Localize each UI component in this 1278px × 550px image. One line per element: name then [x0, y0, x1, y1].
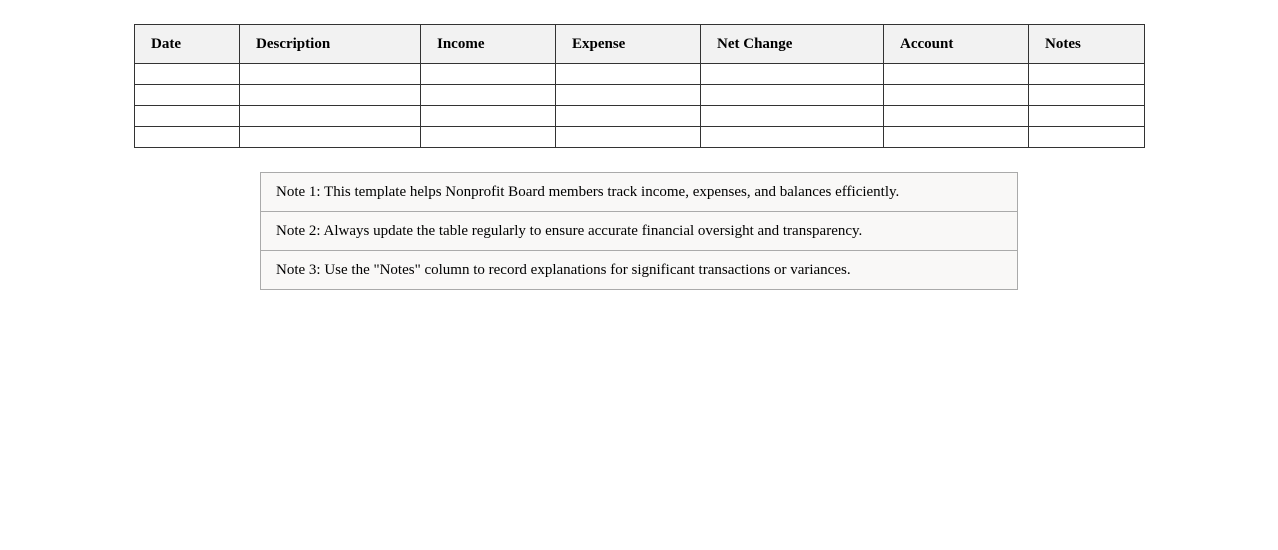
column-header-description: Description: [240, 25, 421, 64]
cell-income[interactable]: [421, 85, 556, 106]
cell-expense[interactable]: [556, 64, 701, 85]
cell-description[interactable]: [240, 85, 421, 106]
note-3: Note 3: Use the "Notes" column to record explanations for significant transactions or variances.: [261, 250, 1017, 289]
cell-net-change[interactable]: [701, 127, 884, 148]
cell-description[interactable]: [240, 127, 421, 148]
cell-account[interactable]: [884, 106, 1029, 127]
cell-expense[interactable]: [556, 85, 701, 106]
column-header-account: Account: [884, 25, 1029, 64]
cell-account[interactable]: [884, 64, 1029, 85]
table-row: [135, 64, 1145, 85]
cell-account[interactable]: [884, 85, 1029, 106]
cell-expense[interactable]: [556, 127, 701, 148]
cell-description[interactable]: [240, 106, 421, 127]
column-header-notes: Notes: [1029, 25, 1145, 64]
cell-date[interactable]: [135, 106, 240, 127]
column-header-net-change: Net Change: [701, 25, 884, 64]
cell-expense[interactable]: [556, 106, 701, 127]
financial-ledger-table: [134, 24, 1145, 148]
cell-notes[interactable]: [1029, 106, 1145, 127]
cell-description[interactable]: [240, 64, 421, 85]
table-row: [135, 127, 1145, 148]
cell-account[interactable]: [884, 127, 1029, 148]
cell-income[interactable]: [421, 106, 556, 127]
note-2: Note 2: Always update the table regularly to ensure accurate financial oversight and transparency.: [261, 211, 1017, 250]
cell-notes[interactable]: [1029, 85, 1145, 106]
cell-notes[interactable]: [1029, 127, 1145, 148]
table-header-row: [135, 25, 1145, 64]
column-header-date: Date: [135, 25, 240, 64]
notes-panel: [260, 172, 1018, 290]
column-header-expense: Expense: [556, 25, 701, 64]
cell-date[interactable]: [135, 64, 240, 85]
cell-notes[interactable]: [1029, 64, 1145, 85]
note-1: Note 1: This template helps Nonprofit Board members track income, expenses, and balances efficiently.: [276, 184, 900, 200]
table-row: [135, 85, 1145, 106]
cell-net-change[interactable]: [701, 85, 884, 106]
cell-net-change[interactable]: [701, 64, 884, 85]
cell-income[interactable]: [421, 64, 556, 85]
column-header-income: Income: [421, 25, 556, 64]
cell-net-change[interactable]: [701, 106, 884, 127]
table-row: [135, 106, 1145, 127]
cell-income[interactable]: [421, 127, 556, 148]
cell-date[interactable]: [135, 85, 240, 106]
cell-date[interactable]: [135, 127, 240, 148]
